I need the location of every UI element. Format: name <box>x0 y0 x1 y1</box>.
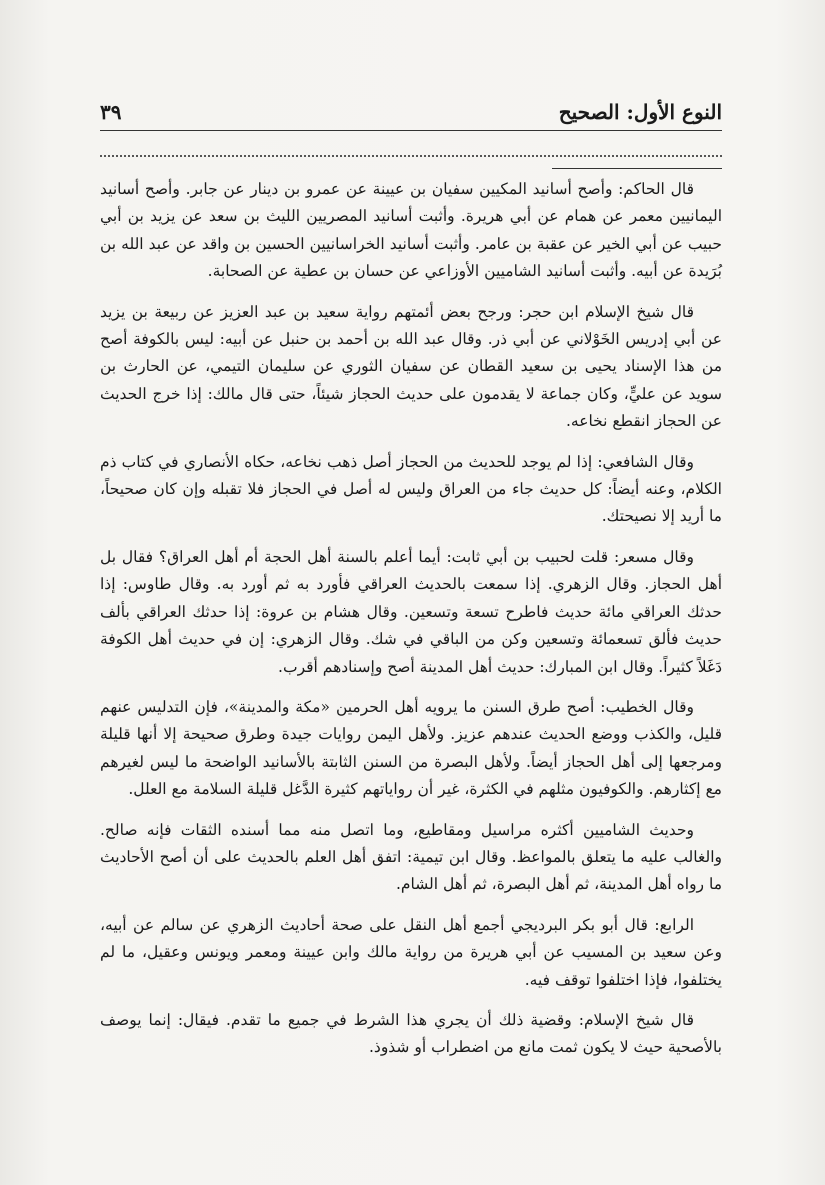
paragraph-ibn-hajar: قال شيخ الإسلام ابن حجر: ورجح بعض أئمتهم رواية سعيد بن عبد العزيز عن ربيعة بن يزيد عن أبي إدريس الخَوْلاني عن أبي ذر. وقال عبد الله بن أحمد بن حنبل عن أبيه: ليس بالكوفة أصح من هذا الإسناد يحيى بن سعيد القطان عن سفيان الثوري عن سليمان التيمي، عن الحارث بن سويد عن عليٍّ، وكان جماعة لا يقدمون على حديث الحجاز شيئاً، حتى قال مالك: إذا خرج الحديث عن الحجاز انقطع نخاعه. <box>100 302 722 431</box>
paragraph-hakim: قال الحاكم: وأصح أسانيد المكيين سفيان بن عيينة عن عمرو بن دينار عن جابر. وأصح أسانيد اليمانيين معمر عن همام عن أبي هريرة. وأثبت أسانيد المصريين الليث بن سعد عن يزيد بن أبي حبيب عن أبي الخير عن عقبة بن عامر. وأثبت أسانيد الخراسانيين الحسين بن واقد عن عبد الله بن بُرَيدة عن أبيه. وأثبت أسانيد الشاميين الأوزاعي عن حسان بن عطية عن الصحابة. <box>100 180 722 281</box>
paragraph-khatib: وقال الخطيب: أصح طرق السنن ما يرويه أهل الحرمين «مكة والمدينة»، فإن التدليس عنهم قليل، والكذب ووضع الحديث عندهم عزيز. ولأهل اليمن روايات جيدة وطرق صحيحة إلا أنها قليلة ومرجعها إلى أهل الحجاز أيضاً. ولأهل البصرة من السنن الثابتة بالأسانيد الواضحة ما ليس لغيرهم مع إكثارهم. والكوفيون مثلهم في الكثرة، غير أن رواياتهم كثيرة الدَّغل قليلة السلامة مع العلل. <box>100 697 722 799</box>
paragraph-shafii: وقال الشافعي: إذا لم يوجد للحديث من الحجاز أصل ذهب نخاعه، حكاه الأنصاري في كتاب ذم الكلام، وعنه أيضاً: كل حديث جاء من العراق وليس له أصل في الحجاز فلا تقبله وإن كان صحيحاً، ما أريد إلا نصيحتك. <box>100 452 722 526</box>
paragraph-shamiyin: وحديث الشاميين أكثره مراسيل ومقاطيع، وما اتصل منه مما أسنده الثقات فإنه صالح. والغالب عليه ما يتعلق بالمواعظ. وقال ابن تيمية: اتفق أهل العلم بالحديث على أن أصح الأحاديث ما رواه أهل المدينة، ثم أهل البصرة، ثم أهل الشام. <box>100 820 722 894</box>
body-text <box>100 176 722 1075</box>
header-rule <box>100 130 722 131</box>
running-title: النوع الأول: الصحيح <box>558 100 722 124</box>
paragraph-fourth: الرابع: قال أبو بكر البرديجي أجمع أهل النقل على صحة أحاديث الزهري عن سالم عن أبيه، وعن سعيد بن المسيب عن أبي هريرة من رواية مالك وابن عيينة ومعمر ويونس وعقيل، ما لم يختلفوا، فإذا اختلفوا توقف فيه. <box>100 915 722 989</box>
page-number: ٣٩ <box>100 100 122 124</box>
dotted-divider <box>100 155 722 157</box>
paragraph-misar: وقال مسعر: قلت لحبيب بن أبي ثابت: أيما أعلم بالسنة أهل الحجة أم أهل العراق؟ فقال بل أهل الحجاز. وقال الزهري. إذا سمعت بالحديث العراقي فأورد به ثم أورد به. وقال طاوس: إذا حدثك العراقي مائة حديث فاطرح تسعة وتسعين. وقال هشام بن عروة: إذا حدثك العراقي بألف حديث فألق تسعمائة وتسعين وكن من الباقي في شك. وقال الزهري: إن في حديث أهل الكوفة دَغَلاً كثيراً. وقال ابن المبارك: حديث أهل المدينة أصح وإسنادهم أقرب. <box>100 547 722 676</box>
page-header <box>100 100 722 130</box>
section-rule <box>552 168 722 169</box>
paragraph-shaykh-islam: قال شيخ الإسلام: وقضية ذلك أن يجري هذا الشرط في جميع ما تقدم. فيقال: إنما يوصف بالأصحية حيث لا يكون ثمت مانع من اضطراب أو شذوذ. <box>100 1010 722 1057</box>
